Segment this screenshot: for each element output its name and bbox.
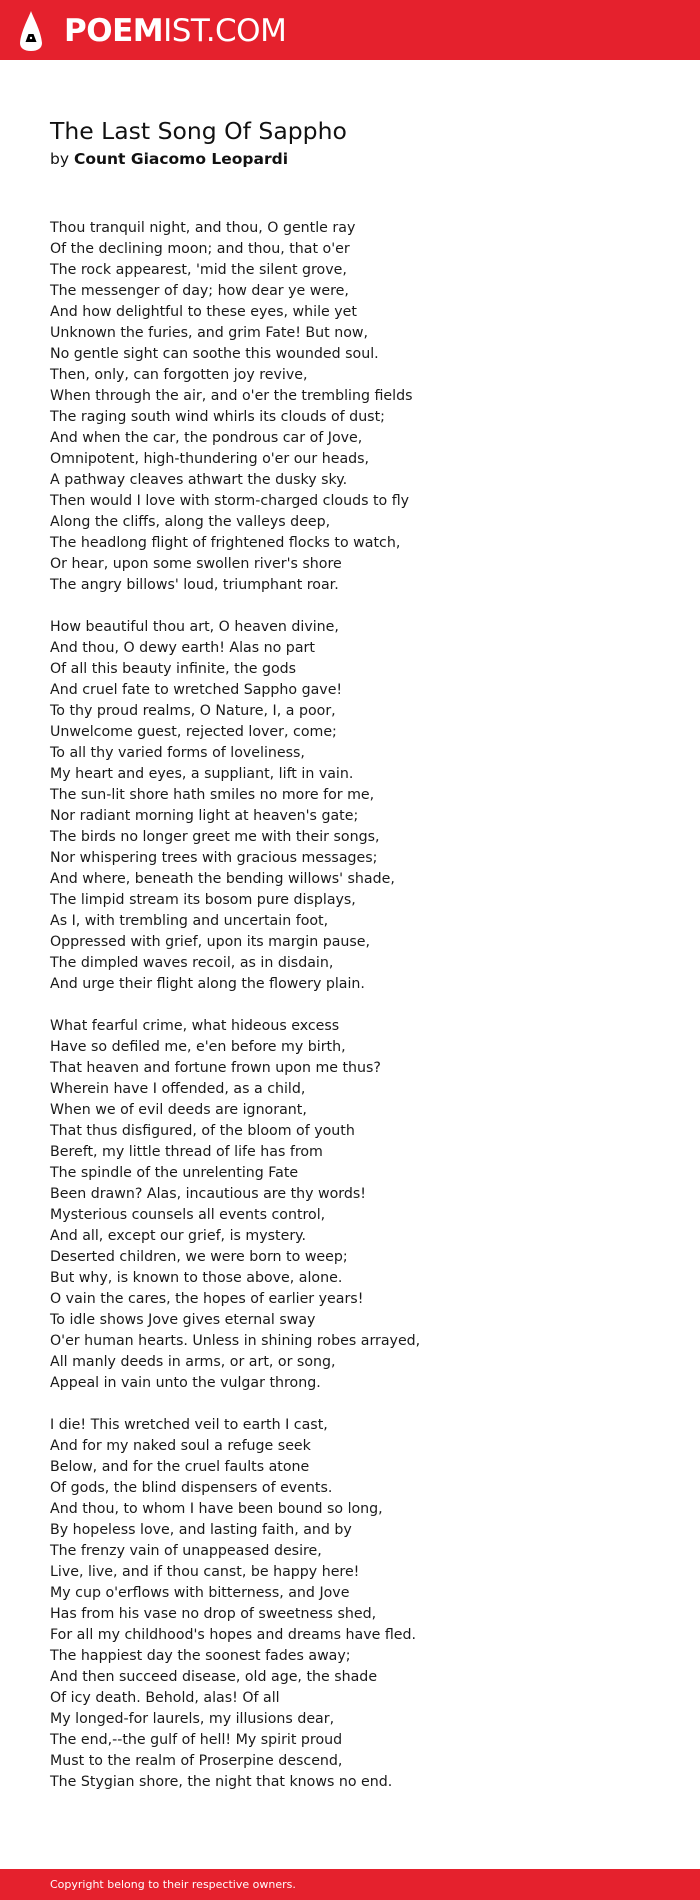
poem-line: Live, live, and if thou canst, be happy here! — [50, 1564, 360, 1580]
poem-line: Nor whispering trees with gracious messages; — [50, 850, 378, 866]
poem-line: And then succeed disease, old age, the shade — [50, 1669, 378, 1685]
poem-line: The happiest day the soonest fades away; — [50, 1648, 351, 1664]
poem-line: Bereft, my little thread of life has from — [50, 1144, 323, 1160]
poem-stanza — [50, 1016, 660, 1394]
poem-line: And urge their flight along the flowery plain. — [50, 976, 365, 992]
poem-line: Must to the realm of Proserpine descend, — [50, 1753, 343, 1769]
poem-stanza — [50, 1415, 660, 1793]
poem-line: Of icy death. Behold, alas! Of all — [50, 1690, 280, 1706]
site-header — [0, 0, 700, 60]
poem-line: My heart and eyes, a suppliant, lift in vain. — [50, 766, 354, 782]
poem-byline — [50, 147, 288, 171]
poem-line: To all thy varied forms of loveliness, — [50, 745, 305, 761]
poem-line: How beautiful thou art, O heaven divine, — [50, 619, 339, 635]
poem-line: All manly deeds in arms, or art, or song, — [50, 1354, 336, 1370]
poem-line: That heaven and fortune frown upon me thus? — [50, 1060, 381, 1076]
poem-line: Of gods, the blind dispensers of events. — [50, 1480, 333, 1496]
poem-line: The angry billows' loud, triumphant roar. — [50, 577, 339, 593]
poem-line: No gentle sight can soothe this wounded soul. — [50, 346, 379, 362]
poem-stanza — [50, 218, 660, 596]
poem-line: Mysterious counsels all events control, — [50, 1207, 326, 1223]
poem-line: Along the cliffs, along the valleys deep, — [50, 514, 331, 530]
poem-line: For all my childhood's hopes and dreams have fled. — [50, 1627, 417, 1643]
poem-line: And for my naked soul a refuge seek — [50, 1438, 311, 1454]
poem-body — [50, 218, 660, 1814]
poem-author[interactable]: Count Giacomo Leopardi — [73, 150, 289, 168]
poem-stanza — [50, 617, 660, 995]
site-footer — [0, 1869, 700, 1900]
poem-line: Oppressed with grief, upon its margin pause, — [50, 934, 371, 950]
poem-line: The frenzy vain of unappeased desire, — [50, 1543, 322, 1559]
poem-line: To idle shows Jove gives eternal sway — [50, 1312, 316, 1328]
poem-line: To thy proud realms, O Nature, I, a poor, — [50, 703, 336, 719]
poem-line: And thou, O dewy earth! Alas no part — [50, 640, 315, 656]
poem-line: The spindle of the unrelenting Fate — [50, 1165, 299, 1181]
poem-line: The end,--the gulf of hell! My spirit proud — [50, 1732, 343, 1748]
poem-line: And where, beneath the bending willows' shade, — [50, 871, 395, 887]
site-name — [64, 10, 286, 52]
poem-line: The Stygian shore, the night that knows no end. — [50, 1774, 393, 1790]
site-name-bold: POEM — [64, 13, 164, 49]
poem-line: A pathway cleaves athwart the dusky sky. — [50, 472, 348, 488]
poem-line: The rock appearest, 'mid the silent grove, — [50, 262, 347, 278]
poem-line: When we of evil deeds are ignorant, — [50, 1102, 307, 1118]
poem-line: And when the car, the pondrous car of Jove, — [50, 430, 363, 446]
poem-line: The sun-lit shore hath smiles no more for me, — [50, 787, 375, 803]
poem-line: And cruel fate to wretched Sappho gave! — [50, 682, 343, 698]
poem-line: My longed-for laurels, my illusions dear, — [50, 1711, 335, 1727]
poem-line: Or hear, upon some swollen river's shore — [50, 556, 342, 572]
poem-line: Wherein have I offended, as a child, — [50, 1081, 306, 1097]
copyright-notice: Copyright belong to their respective owners. — [50, 1878, 296, 1891]
poem-line: The limpid stream its bosom pure displays, — [50, 892, 356, 908]
byline-prefix: by — [50, 150, 70, 168]
poem-line: And thou, to whom I have been bound so long, — [50, 1501, 383, 1517]
poem-line: And all, except our grief, is mystery. — [50, 1228, 307, 1244]
poem-line: Then would I love with storm-charged clouds to fly — [50, 493, 410, 509]
poem-line: That thus disfigured, of the bloom of youth — [50, 1123, 355, 1139]
poem-line: Of the declining moon; and thou, that o'er — [50, 241, 350, 257]
site-logo[interactable] — [18, 10, 286, 52]
poem-line: As I, with trembling and uncertain foot, — [50, 913, 329, 929]
poem-line: Deserted children, we were born to weep; — [50, 1249, 348, 1265]
poem-line: But why, is known to those above, alone. — [50, 1270, 343, 1286]
poem-line: Unwelcome guest, rejected lover, come; — [50, 724, 337, 740]
ink-pen-nib-icon — [18, 10, 44, 52]
poem-line: The dimpled waves recoil, as in disdain, — [50, 955, 334, 971]
poem-line: When through the air, and o'er the trembling fields — [50, 388, 413, 404]
poem-line: And how delightful to these eyes, while yet — [50, 304, 357, 320]
poem-line: Appeal in vain unto the vulgar throng. — [50, 1375, 321, 1391]
poem-line: O'er human hearts. Unless in shining robes arrayed, — [50, 1333, 421, 1349]
poem-line: My cup o'erflows with bitterness, and Jove — [50, 1585, 350, 1601]
poem-line: By hopeless love, and lasting faith, and by — [50, 1522, 352, 1538]
poem-line: Nor radiant morning light at heaven's gate; — [50, 808, 359, 824]
poem-line: Unknown the furies, and grim Fate! But now, — [50, 325, 368, 341]
poem-line: The birds no longer greet me with their songs, — [50, 829, 380, 845]
site-name-light: IST.COM — [163, 13, 287, 49]
poem-line: Have so defiled me, e'en before my birth, — [50, 1039, 346, 1055]
poem-line: Then, only, can forgotten joy revive, — [50, 367, 308, 383]
poem-line: Thou tranquil night, and thou, O gentle ray — [50, 220, 356, 236]
poem-line: Below, and for the cruel faults atone — [50, 1459, 310, 1475]
poem-line: What fearful crime, what hideous excess — [50, 1018, 340, 1034]
poem-line: The raging south wind whirls its clouds of dust; — [50, 409, 385, 425]
poem-line: The messenger of day; how dear ye were, — [50, 283, 349, 299]
poem-line: Omnipotent, high-thundering o'er our heads, — [50, 451, 370, 467]
poem-line: O vain the cares, the hopes of earlier years! — [50, 1291, 364, 1307]
poem-line: The headlong flight of frightened flocks to watch, — [50, 535, 401, 551]
poem-line: I die! This wretched veil to earth I cast, — [50, 1417, 328, 1433]
poem-line: Been drawn? Alas, incautious are thy words! — [50, 1186, 366, 1202]
poem-title: The Last Song Of Sappho — [50, 117, 347, 145]
poem-line: Of all this beauty infinite, the gods — [50, 661, 297, 677]
poem-line: Has from his vase no drop of sweetness shed, — [50, 1606, 377, 1622]
